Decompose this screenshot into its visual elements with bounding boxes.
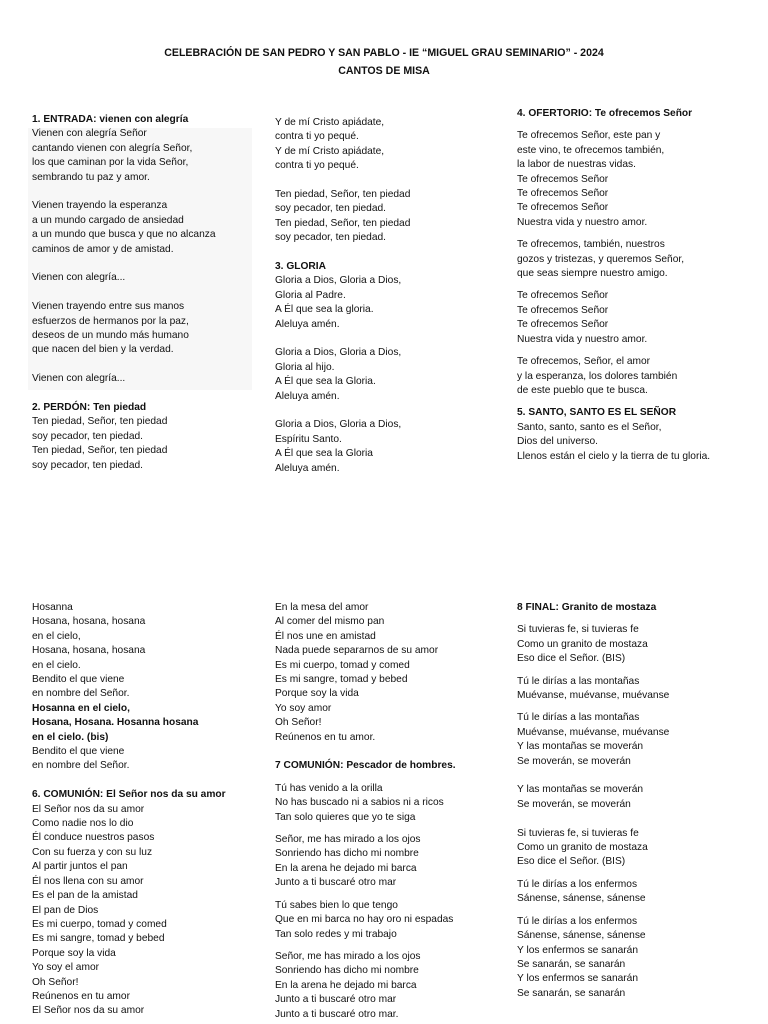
lyric-line: Te ofrecemos Señor	[517, 173, 609, 185]
stanza-spacer	[517, 281, 752, 289]
lyric-line: Bendito el que viene	[32, 746, 125, 758]
bottom-column-1	[32, 601, 267, 1019]
lyric-line: Sánense, sánense, sánense	[517, 930, 646, 942]
lyric-line: Y de mí Cristo apiádate,	[275, 117, 385, 128]
lyric-line: cantando vienen con alegría Señor,	[32, 142, 193, 154]
lyric-line: Tú le dirías a las montañas	[517, 712, 640, 724]
lyric-line: que seas siempre nuestro amigo.	[517, 268, 668, 280]
lyric-line: Si tuvieras fe, si tuvieras fe	[517, 624, 639, 636]
lyric-line: En la mesa del amor	[275, 602, 369, 613]
lyric-line: Se sanarán, se sanarán	[517, 987, 626, 999]
stanza-spacer	[517, 667, 752, 675]
lyric-line: Hosanna	[32, 602, 73, 613]
lyric-line: Hosanna en el cielo,	[32, 702, 130, 714]
stanza-spacer	[32, 387, 267, 401]
lyric-line: este vino, te ofrecemos también,	[517, 144, 665, 156]
lyric-line: Gloria al Padre.	[275, 289, 346, 301]
lyric-line: esfuerzos de hermanos por la paz,	[32, 315, 189, 327]
stanza-spacer	[517, 230, 752, 238]
lyric-line: contra ti yo pequé.	[275, 160, 359, 172]
lyric-line: Bendito el que viene	[32, 674, 125, 686]
stanza-spacer	[275, 774, 510, 782]
bottom-column-2	[275, 601, 510, 1022]
lyric-line: Tan solo redes y mi trabajo	[275, 928, 397, 940]
stanza-spacer	[275, 404, 510, 418]
lyric-line: Y los enfermos se sanarán	[517, 973, 638, 985]
lyric-line: Santo, santo, santo es el Señor,	[517, 421, 662, 433]
lyric-line: contra ti yo pequé.	[275, 131, 359, 143]
lyric-line: Vienen con alegría...	[32, 272, 126, 284]
lyric-line: Te ofrecemos Señor	[517, 202, 609, 214]
lyric-line: Se moverán, se moverán	[517, 798, 631, 810]
lyric-line: en el cielo.	[32, 659, 81, 671]
stanza-spacer	[275, 745, 510, 759]
lyric-line: Eso dice el Señor. (BIS)	[517, 856, 626, 868]
lyric-line: soy pecador, ten piedad.	[32, 459, 144, 471]
lyric-line: Tú le dirías a los enfermos	[517, 878, 638, 890]
lyric-line: Oh Señor!	[275, 717, 322, 729]
lyric-line: Tú sabes bien lo que tengo	[275, 899, 398, 911]
lyric-line: Hosana, Hosana. Hosanna hosana	[32, 717, 199, 729]
lyric-line: Muévanse, muévanse, muévanse	[517, 726, 670, 738]
lyric-line: A Él que sea la Gloria	[275, 448, 373, 460]
lyric-line: los que caminan por la vida Señor,	[32, 157, 189, 169]
lyric-line: Y las montañas se moverán	[517, 741, 644, 753]
lyric-line: Porque soy la vida	[275, 688, 359, 700]
song-heading: 7 COMUNIÓN: Pescador de hombres.	[275, 760, 456, 772]
lyric-line: Como un granito de mostaza	[517, 842, 648, 854]
lyric-line: Señor, me has mirado a los ojos	[275, 834, 421, 846]
lyric-line: Te ofrecemos, también, nuestros	[517, 239, 665, 251]
lyric-line: en el cielo,	[32, 630, 81, 642]
lyric-line: Porque soy la vida	[32, 947, 116, 959]
lyric-line: soy pecador, ten piedad.	[32, 430, 144, 442]
lyric-line: Reúnenos en tu amor	[32, 990, 130, 1002]
lyric-line: Es mi cuerpo, tomad y comed	[275, 659, 410, 671]
lyric-line: Gloria a Dios, Gloria a Dios,	[275, 419, 402, 431]
song-heading: 6. COMUNIÓN: El Señor nos da su amor	[32, 789, 226, 801]
lyric-line: Te ofrecemos Señor	[517, 304, 609, 316]
lyric-line: Muévanse, muévanse, muévanse	[517, 690, 670, 702]
lyric-line: Llenos están el cielo y la tierra de tu gloria.	[517, 450, 711, 462]
lyric-line: Tú le dirías a los enfermos	[517, 915, 638, 927]
lyric-line: deseos de un mundo más humano	[32, 330, 189, 342]
document-title: CELEBRACIÓN DE SAN PEDRO Y SAN PABLO - IE “MIGUEL GRAU SEMINARIO” - 2024	[164, 47, 604, 59]
lyric-line: Él conduce nuestros pasos	[32, 832, 155, 844]
stanza-spacer	[517, 907, 752, 915]
lyric-line: gozos y tristezas, y queremos Señor,	[517, 253, 685, 265]
lyric-line: Nuestra vida y nuestro amor.	[517, 333, 648, 345]
stanza-spacer	[32, 185, 267, 199]
song-heading: 8 FINAL: Granito de mostaza	[517, 602, 657, 613]
song-heading: 1. ENTRADA: vienen con alegría	[32, 114, 189, 125]
lyric-line: Ten piedad, Señor, ten piedad	[32, 416, 168, 428]
lyric-line: Gloria a Dios, Gloria a Dios,	[275, 275, 402, 287]
lyric-line: Aleluya amén.	[275, 318, 340, 330]
lyric-line: Ten piedad, Señor, ten piedad	[32, 445, 168, 457]
lyric-line: a un mundo cargado de ansiedad	[32, 214, 184, 226]
lyric-line: Junto a ti buscaré otro mar	[275, 994, 397, 1006]
lyric-line: Es el pan de la amistad	[32, 890, 138, 902]
lyric-line: Como un granito de mostaza	[517, 638, 648, 650]
lyric-line: Al partir juntos el pan	[32, 861, 128, 873]
lyric-line: Sánense, sánense, sánense	[517, 893, 646, 905]
lyric-line: Yo soy amor	[275, 702, 332, 714]
lyric-line: No has buscado ni a sabios ni a ricos	[275, 797, 444, 809]
lyric-line: Tú has venido a la orilla	[275, 782, 383, 794]
document-subtitle: CANTOS DE MISA	[338, 65, 430, 77]
lyric-line: Él nos llena con su amor	[32, 875, 144, 887]
top-column-1	[32, 113, 267, 473]
stanza-spacer	[275, 891, 510, 899]
lyric-line: y la esperanza, los dolores también	[517, 370, 678, 382]
lyric-line: Se sanarán, se sanarán	[517, 958, 626, 970]
lyric-line: Y de mí Cristo apiádate,	[275, 145, 385, 157]
lyric-line: Él nos une en amistad	[275, 630, 376, 642]
top-column-3	[517, 107, 752, 464]
lyric-line: En la arena he dejado mi barca	[275, 979, 417, 991]
top-column-2	[275, 116, 510, 476]
lyric-line: Como nadie nos lo dio	[32, 818, 134, 830]
stanza-spacer	[275, 825, 510, 833]
bottom-column-3	[517, 601, 752, 1001]
lyric-line: Señor, me has mirado a los ojos	[275, 950, 421, 962]
lyric-line: que nacen del bien y la verdad.	[32, 344, 174, 356]
lyric-line: Tan solo quieres que yo te siga	[275, 811, 416, 823]
lyric-line: Te ofrecemos Señor	[517, 319, 609, 331]
lyric-line: Gloria al hijo.	[275, 361, 335, 373]
stanza-spacer	[517, 615, 752, 623]
stanza-spacer	[32, 257, 267, 271]
lyric-line: Al comer del mismo pan	[275, 616, 385, 628]
lyric-line: Con su fuerza y con su luz	[32, 846, 153, 858]
stanza-spacer	[275, 942, 510, 950]
lyric-line: Vienen con alegría Señor	[32, 128, 147, 140]
lyric-line: en nombre del Señor.	[32, 688, 130, 700]
stanza-spacer	[517, 703, 752, 711]
lyric-line: en el cielo. (bis)	[32, 731, 109, 743]
lyric-line: sembrando tu paz y amor.	[32, 171, 150, 183]
song-heading: 4. OFERTORIO: Te ofrecemos Señor	[517, 108, 693, 119]
stanza-spacer	[275, 174, 510, 188]
lyric-line: la labor de nuestras vidas.	[517, 159, 636, 171]
stanza-spacer	[517, 812, 752, 826]
stanza-spacer	[517, 347, 752, 355]
stanza-spacer	[517, 769, 752, 783]
lyric-line: En la arena he dejado mi barca	[275, 862, 417, 874]
lyric-line: Ten piedad, Señor, ten piedad	[275, 217, 411, 229]
lyric-line: Junto a ti buscaré otro mar	[275, 877, 397, 889]
lyric-line: Te ofrecemos Señor, este pan y	[517, 130, 661, 142]
stanza-spacer	[517, 121, 752, 129]
lyric-line: Ten piedad, Señor, ten piedad	[275, 189, 411, 201]
lyric-line: Es mi sangre, tomad y bebed	[275, 674, 408, 686]
song-heading: 2. PERDÓN: Ten piedad	[32, 402, 147, 414]
stanza-spacer	[32, 358, 267, 372]
lyric-line: Se moverán, se moverán	[517, 755, 631, 767]
lyric-line: Si tuvieras fe, si tuvieras fe	[517, 827, 639, 839]
lyric-line: Sonriendo has dicho mi nombre	[275, 848, 419, 860]
lyric-line: A Él que sea la Gloria.	[275, 376, 376, 388]
lyric-line: Dios del universo.	[517, 436, 598, 448]
lyric-line: Nuestra vida y nuestro amor.	[517, 216, 648, 228]
lyric-line: soy pecador, ten piedad.	[275, 232, 387, 244]
lyric-line: a un mundo que busca y que no alcanza	[32, 229, 216, 241]
lyric-line: Te ofrecemos, Señor, el amor	[517, 356, 651, 368]
lyric-line: Aleluya amén.	[275, 462, 340, 474]
stanza-spacer	[32, 774, 267, 788]
lyric-line: Hosana, hosana, hosana	[32, 616, 146, 628]
lyric-line: Junto a ti buscaré otro mar.	[275, 1008, 399, 1020]
lyric-line: Eso dice el Señor. (BIS)	[517, 653, 626, 665]
stanza-spacer	[517, 870, 752, 878]
lyric-line: Oh Señor!	[32, 976, 79, 988]
lyric-line: soy pecador, ten piedad.	[275, 203, 387, 215]
lyric-line: El pan de Dios	[32, 904, 99, 916]
lyric-line: en nombre del Señor.	[32, 760, 130, 772]
stanza-spacer	[517, 398, 752, 406]
lyric-line: Que en mi barca no hay oro ni espadas	[275, 914, 454, 926]
stanza-spacer	[32, 286, 267, 300]
lyric-line: caminos de amor y de amistad.	[32, 243, 174, 255]
lyric-line: Vienen trayendo la esperanza	[32, 200, 168, 212]
lyric-line: Es mi sangre, tomad y bebed	[32, 933, 165, 945]
lyric-line: Vienen con alegría...	[32, 373, 126, 385]
song-heading: 5. SANTO, SANTO ES EL SEÑOR	[517, 407, 677, 419]
lyric-line: Nada puede separarnos de su amor	[275, 645, 439, 657]
lyric-line: Sonriendo has dicho mi nombre	[275, 965, 419, 977]
song-heading: 3. GLORIA	[275, 261, 326, 273]
lyric-line: Vienen trayendo entre sus manos	[32, 301, 185, 313]
lyric-line: Y los enfermos se sanarán	[517, 944, 638, 956]
lyric-line: Gloria a Dios, Gloria a Dios,	[275, 347, 402, 359]
lyric-line: Reúnenos en tu amor.	[275, 731, 376, 743]
lyric-line: Es mi cuerpo, tomad y comed	[32, 918, 167, 930]
lyric-line: Aleluya amén.	[275, 390, 340, 402]
lyric-line: Hosana, hosana, hosana	[32, 645, 146, 657]
lyric-line: El Señor nos da su amor	[32, 1005, 145, 1017]
lyric-line: Tú le dirías a las montañas	[517, 675, 640, 687]
lyric-line: Te ofrecemos Señor	[517, 188, 609, 200]
lyric-line: Te ofrecemos Señor	[517, 290, 609, 302]
stanza-spacer	[275, 332, 510, 346]
lyric-line: Yo soy el amor	[32, 962, 100, 974]
lyric-line: El Señor nos da su amor	[32, 803, 145, 815]
lyric-line: Y las montañas se moverán	[517, 784, 644, 796]
stanza-spacer	[275, 246, 510, 260]
lyric-line: de este pueblo que te busca.	[517, 384, 648, 396]
lyric-line: A Él que sea la gloria.	[275, 304, 374, 316]
lyric-line: Espíritu Santo.	[275, 433, 342, 445]
